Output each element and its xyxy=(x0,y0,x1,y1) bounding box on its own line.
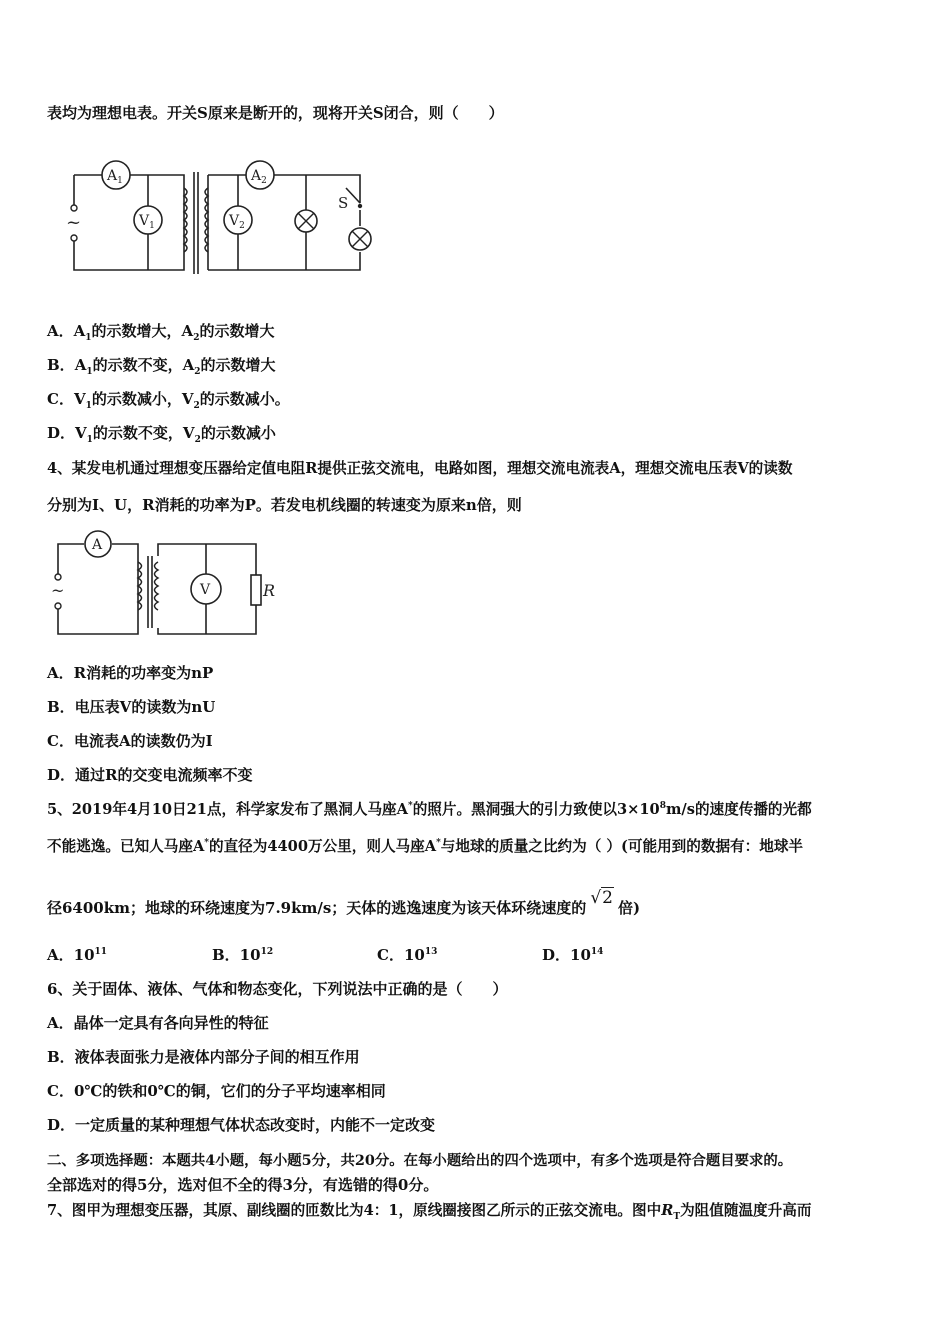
q5-stem-line3: 径6400km；地球的环绕速度为7.9km/s；天体的逃逸速度为该天体环绕速度的 √2 倍) xyxy=(47,888,641,917)
q6-option-c: C．0℃的铁和0℃的铜，它们的分子平均速率相同 xyxy=(47,1082,386,1100)
q3-voltmeter-v1-label: $V_1$ xyxy=(139,213,155,231)
q3-stem-tail: 表均为理想电表。开关S原来是断开的，现将开关S闭合，则（ ） xyxy=(47,104,504,122)
q5-option-b: B．$10^{12}$ xyxy=(212,946,274,964)
q4-ammeter-label: A xyxy=(92,537,103,553)
q4-circuit-diagram xyxy=(48,530,288,642)
q4-stem-line1: 4、某发电机通过理想变压器给定值电阻R提供正弦交流电，电路如图，理想交流电流表A，理想交流电压表V的读数 xyxy=(47,460,793,477)
section2-heading-line2: 全部选对的得5分，选对但不全的得3分，有选错的得0分。 xyxy=(47,1176,439,1194)
q7-stem-line1: 7、图甲为理想变压器，其原、副线圈的匝数比为4：1，原线圈接图乙所示的正弦交流电。图中$R_T$为阻值随温度升高而 xyxy=(47,1202,812,1222)
q4-resistor-label: R xyxy=(263,581,276,600)
q4-option-c: C．电流表A的读数仍为I xyxy=(47,732,213,750)
q6-stem: 6、关于固体、液体、气体和物态变化，下列说法中正确的是（ ） xyxy=(47,980,508,998)
q3-source-symbol: ~ xyxy=(66,212,82,233)
q4-option-b: B．电压表V的读数为nU xyxy=(47,698,216,716)
q4-voltmeter-label: V xyxy=(200,582,211,598)
q5-stem-line2: 不能逃逸。已知人马座A*的直径为4400万公里，则人马座A*与地球的质量之比约为（ ）(可能用到的数据有：地球半 xyxy=(47,838,804,855)
q6-option-a: A．晶体一定具有各向异性的特征 xyxy=(47,1014,269,1032)
q5-options-row xyxy=(47,944,747,965)
q3-option-c: C．$V_1$的示数减小，$V_2$的示数减小。 xyxy=(47,390,290,411)
q5-option-d: D．$10^{14}$ xyxy=(542,946,604,964)
q4-option-a: A．R消耗的功率变为nP xyxy=(47,664,214,682)
q5-option-c: C．$10^{13}$ xyxy=(377,946,438,964)
q3-option-d: D．$V_1$的示数不变，$V_2$的示数减小 xyxy=(47,424,276,445)
q6-option-b: B．液体表面张力是液体内部分子间的相互作用 xyxy=(47,1048,360,1066)
q5-option-a: A．$10^{11}$ xyxy=(47,946,108,964)
q3-ammeter-a1-label: $A_1$ xyxy=(107,168,123,186)
sqrt-expression: √2 xyxy=(590,888,613,908)
q6-option-d: D．一定质量的某种理想气体状态改变时，内能不一定改变 xyxy=(47,1116,436,1134)
q3-voltmeter-v2-label: $V_2$ xyxy=(229,213,245,231)
q3-option-a: A．$A_1$的示数增大，$A_2$的示数增大 xyxy=(47,322,275,343)
q5-stem-line1: 5、2019年4月10日21点，科学家发布了黑洞人马座A*的照片。黑洞强大的引力致使以$3\times 10^8m/s$的速度传播的光都 xyxy=(47,801,812,818)
q4-option-d: D．通过R的交变电流频率不变 xyxy=(47,766,253,784)
q3-option-b: B．$A_1$的示数不变，$A_2$的示数增大 xyxy=(47,356,276,377)
q3-switch-label: S xyxy=(338,194,349,212)
q3-circuit-diagram xyxy=(60,148,380,283)
q4-source-symbol: ~ xyxy=(51,581,65,600)
q3-ammeter-a2-label: $A_2$ xyxy=(251,168,267,186)
q4-stem-line2: 分别为I、U，R消耗的功率为P。若发电机线圈的转速变为原来n倍，则 xyxy=(47,496,522,514)
section2-heading-line1: 二、多项选择题：本题共4小题，每小题5分，共20分。在每小题给出的四个选项中，有多个选项是符合题目要求的。 xyxy=(47,1152,793,1169)
